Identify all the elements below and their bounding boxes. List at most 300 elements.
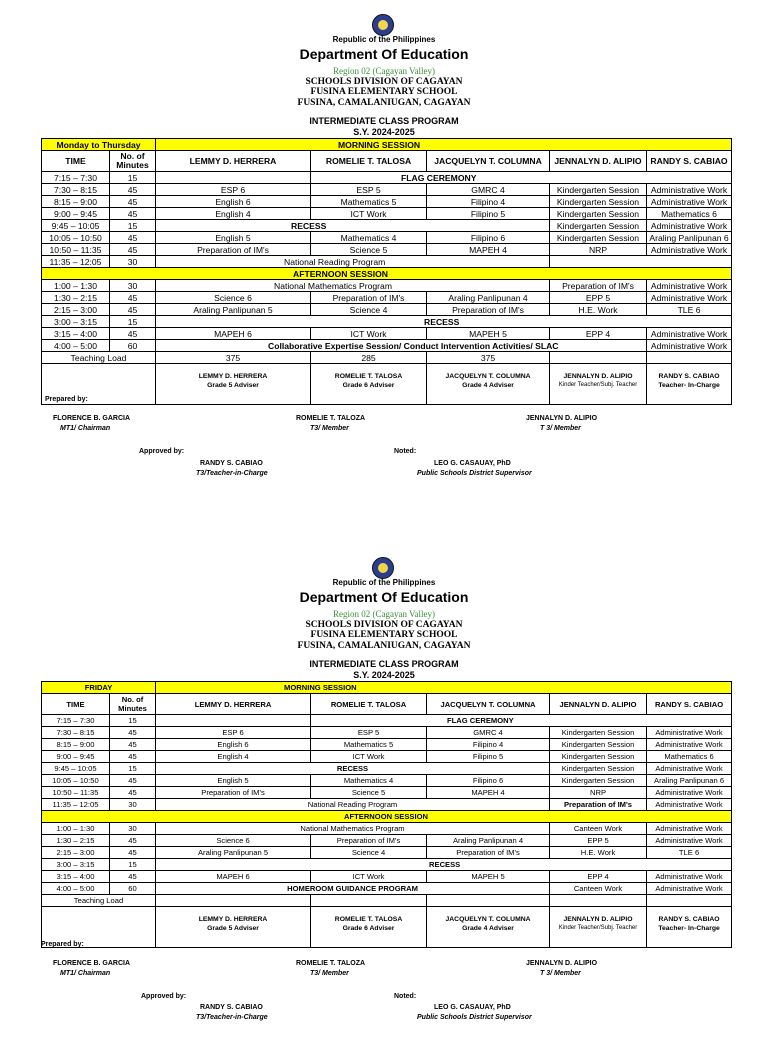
minutes-cell: 45 <box>110 208 156 220</box>
preparer-block <box>296 959 365 979</box>
minutes-cell: 15 <box>110 859 156 871</box>
teacher-header: ROMELIE T. TALOSA <box>311 151 427 172</box>
preparer-role: T3/ Member <box>310 970 349 977</box>
subject-cell: Preparation of IM's <box>550 280 647 292</box>
table-row <box>42 220 732 232</box>
signature-name: ROMELIE T. TALOSA <box>334 373 403 380</box>
subject-cell: Kindergarten Session <box>550 751 647 763</box>
subject-cell: Canteen Work <box>550 883 647 895</box>
subject-cell: Araling Panlipunan 4 <box>427 835 550 847</box>
minutes-cell: 45 <box>110 232 156 244</box>
subject-cell: EPP 5 <box>550 835 647 847</box>
signature-role: Kinder Teacher/Subj. Teacher <box>558 925 638 931</box>
time-cell: 10:05 – 10:50 <box>42 775 110 787</box>
subject-cell: NRP <box>550 244 647 256</box>
table-row <box>42 871 732 883</box>
time-header: TIME <box>42 694 110 715</box>
signature-cell <box>550 364 647 405</box>
subject-cell: Administrative Work <box>647 220 732 232</box>
signature-name: JENNALYN D. ALIPIO <box>563 373 633 380</box>
table-row <box>42 847 732 859</box>
subject-cell: Araling Panlipunan 6 <box>647 775 732 787</box>
program-page-friday <box>0 543 768 1055</box>
subject-cell: EPP 5 <box>550 292 647 304</box>
table-row <box>42 763 732 775</box>
table-row <box>42 244 732 256</box>
morning-session-label: MORNING SESSION <box>156 139 732 151</box>
prepared-by-label: Prepared by: <box>45 396 88 403</box>
subject-cell: Kindergarten Session <box>550 775 647 787</box>
signature-cell <box>550 907 647 948</box>
subject-cell: Mathematics 6 <box>647 751 732 763</box>
noted-block <box>417 459 532 479</box>
subject-cell: Canteen Work <box>550 823 647 835</box>
subject-cell: MAPEH 5 <box>427 871 550 883</box>
signature-row <box>42 364 732 405</box>
region-label: Region 02 (Cagayan Valley) <box>332 66 436 76</box>
table-row <box>42 232 732 244</box>
session-row <box>42 268 732 280</box>
table-row <box>42 316 732 328</box>
subject-cell: EPP 4 <box>550 871 647 883</box>
afternoon-session-label: AFTERNOON SESSION <box>42 811 732 823</box>
minutes-cell: 30 <box>110 256 156 268</box>
table-row <box>42 328 732 340</box>
table-row <box>42 859 732 871</box>
empty-cell <box>427 895 550 907</box>
signature-name: JENNALYN D. ALIPIO <box>563 916 633 923</box>
subject-cell: Filipino 6 <box>427 775 550 787</box>
preparer-name: JENNALYN D. ALIPIO <box>526 415 598 422</box>
subject-cell: Administrative Work <box>647 340 732 352</box>
teacher-header: RANDY S. CABIAO <box>647 151 732 172</box>
subject-cell: Kindergarten Session <box>550 232 647 244</box>
day-label: FRIDAY <box>42 682 156 694</box>
minutes-cell: 60 <box>110 340 156 352</box>
subject-cell: TLE 6 <box>647 847 732 859</box>
subject-cell: Araling Panlipunan 6 <box>647 232 732 244</box>
subject-cell: Preparation of IM's <box>156 244 311 256</box>
table-row <box>42 751 732 763</box>
signature-name: LEMMY D. HERRERA <box>198 916 268 923</box>
session-row <box>42 682 732 694</box>
subject-cell: Mathematics 5 <box>311 739 427 751</box>
subject-cell: Filipino 5 <box>427 751 550 763</box>
class-program-table <box>41 138 732 405</box>
minutes-cell: 45 <box>110 847 156 859</box>
approver-role: T3/Teacher-in-Charge <box>196 1014 268 1021</box>
table-row <box>42 835 732 847</box>
empty-cell <box>156 715 311 727</box>
subject-cell: Science 6 <box>156 292 311 304</box>
subject-cell: MAPEH 4 <box>427 244 550 256</box>
preparer-name: FLORENCE B. GARCIA <box>53 960 130 967</box>
subject-cell: EPP 4 <box>550 328 647 340</box>
approved-by-label: Approved by: <box>141 993 187 1000</box>
subject-cell: Mathematics 6 <box>647 208 732 220</box>
subject-cell: NRP <box>550 787 647 799</box>
subject-cell: Administrative Work <box>647 871 732 883</box>
time-cell: 1:30 – 2:15 <box>42 292 110 304</box>
minutes-cell: 15 <box>110 172 156 184</box>
table-row <box>42 172 732 184</box>
subject-cell: Science 5 <box>311 244 427 256</box>
subject-cell: Preparation of IM's <box>311 835 427 847</box>
preparer-name: ROMELIE T. TALOZA <box>296 415 366 422</box>
subject-cell: MAPEH 6 <box>156 871 311 883</box>
subject-cell: Preparation of IM's <box>550 799 647 811</box>
table-row <box>42 739 732 751</box>
recess-cell: RECESS <box>156 220 550 232</box>
teacher-header: JENNALYN D. ALIPIO <box>550 151 647 172</box>
table-row <box>42 280 732 292</box>
signature-cell <box>647 364 732 405</box>
minutes-cell: 45 <box>110 244 156 256</box>
subject-cell: Administrative Work <box>647 799 732 811</box>
time-cell: 9:45 – 10:05 <box>42 763 110 775</box>
minutes-cell: 30 <box>110 823 156 835</box>
subject-cell: Administrative Work <box>647 787 732 799</box>
signature-cell <box>311 907 427 948</box>
preparer-block <box>526 959 597 979</box>
approver-block <box>196 459 268 479</box>
teaching-load-label: Teaching Load <box>42 895 156 907</box>
subject-cell: Kindergarten Session <box>550 763 647 775</box>
subject-cell: TLE 6 <box>647 304 732 316</box>
minutes-cell: 15 <box>110 220 156 232</box>
empty-cell <box>156 172 311 184</box>
time-header: TIME <box>42 151 110 172</box>
program-title: INTERMEDIATE CLASS PROGRAM <box>309 659 459 669</box>
subject-cell: Administrative Work <box>647 328 732 340</box>
subject-cell: Araling Panlipunan 5 <box>156 847 311 859</box>
teaching-load-row <box>42 352 732 364</box>
minutes-cell: 45 <box>110 739 156 751</box>
time-cell: 8:15 – 9:00 <box>42 196 110 208</box>
time-cell: 3:15 – 4:00 <box>42 328 110 340</box>
minutes-cell: 30 <box>110 280 156 292</box>
teacher-header: JACQUELYN T. COLUMNA <box>427 694 550 715</box>
approver-block <box>196 1003 268 1023</box>
approver-role: T3/Teacher-in-Charge <box>196 470 268 477</box>
subject-cell: Mathematics 4 <box>311 775 427 787</box>
republic-label: Republic of the Philippines <box>332 35 436 44</box>
minutes-header: No. of Minutes <box>110 151 156 172</box>
empty-cell <box>550 256 732 268</box>
reading-program-cell: National Reading Program <box>156 256 550 268</box>
table-row <box>42 799 732 811</box>
column-header-row <box>42 151 732 172</box>
homeroom-cell: HOMEROOM GUIDANCE PROGRAM <box>156 883 550 895</box>
teacher-header: RANDY S. CABIAO <box>647 694 732 715</box>
afternoon-session-label: AFTERNOON SESSION <box>42 268 732 280</box>
time-cell: 1:30 – 2:15 <box>42 835 110 847</box>
table-row <box>42 775 732 787</box>
approver-name: RANDY S. CABIAO <box>200 460 263 467</box>
subject-cell: Science 4 <box>311 304 427 316</box>
time-cell: 7:30 – 8:15 <box>42 727 110 739</box>
minutes-cell: 30 <box>110 799 156 811</box>
address-label: FUSINA, CAMALANIUGAN, CAGAYAN <box>297 641 471 651</box>
preparer-role: MT1/ Chairman <box>60 425 111 432</box>
minutes-cell: 60 <box>110 883 156 895</box>
preparer-name: JENNALYN D. ALIPIO <box>526 960 598 967</box>
subject-cell: ICT Work <box>311 871 427 883</box>
region-label: Region 02 (Cagayan Valley) <box>332 609 436 619</box>
signature-role: Kinder Teacher/Subj. Teacher <box>558 382 638 388</box>
minutes-cell: 45 <box>110 751 156 763</box>
table-row <box>42 823 732 835</box>
subject-cell: ESP 5 <box>311 727 427 739</box>
teacher-header: JACQUELYN T. COLUMNA <box>427 151 550 172</box>
department-title: Department Of Education <box>299 589 469 605</box>
time-cell: 1:00 – 1:30 <box>42 823 110 835</box>
subject-cell: Administrative Work <box>647 280 732 292</box>
preparer-block <box>53 414 130 434</box>
noted-block <box>417 1003 532 1023</box>
signature-name: RANDY S. CABIAO <box>658 373 720 380</box>
school-label: FUSINA ELEMENTARY SCHOOL <box>310 87 458 97</box>
subject-cell: Administrative Work <box>647 292 732 304</box>
noted-label: Noted: <box>394 993 417 1000</box>
subject-cell: Science 5 <box>311 787 427 799</box>
teaching-load-row <box>42 895 732 907</box>
subject-cell: Araling Panlipunan 5 <box>156 304 311 316</box>
program-title: INTERMEDIATE CLASS PROGRAM <box>309 116 459 126</box>
signature-cell <box>427 907 550 948</box>
signature-row <box>42 907 732 948</box>
recess-cell: RECESS <box>156 316 732 328</box>
preparer-role: MT1/ Chairman <box>60 970 111 977</box>
teacher-header: ROMELIE T. TALOSA <box>311 694 427 715</box>
load-cell: 375 <box>156 352 311 364</box>
preparer-block <box>296 414 365 434</box>
flag-ceremony-cell: FLAG CEREMONY <box>311 715 732 727</box>
table-row <box>42 208 732 220</box>
time-cell: 2:15 – 3:00 <box>42 304 110 316</box>
signature-role: Grade 6 Adviser <box>342 382 395 389</box>
table-row <box>42 883 732 895</box>
signature-cell <box>427 364 550 405</box>
subject-cell: Administrative Work <box>647 196 732 208</box>
day-label: Monday to Thursday <box>42 139 156 151</box>
preparer-block <box>53 959 130 979</box>
minutes-cell: 45 <box>110 871 156 883</box>
deped-seal-icon <box>372 557 394 579</box>
subject-cell: Preparation of IM's <box>427 847 550 859</box>
flag-ceremony-cell: FLAG CEREMONY <box>311 172 732 184</box>
table-row <box>42 256 732 268</box>
time-cell: 11:35 – 12:05 <box>42 256 110 268</box>
subject-cell: Preparation of IM's <box>427 304 550 316</box>
subject-cell: Filipino 4 <box>427 196 550 208</box>
prepared-by-label: Prepared by: <box>41 941 84 948</box>
department-title: Department Of Education <box>299 46 469 62</box>
time-cell: 9:00 – 9:45 <box>42 751 110 763</box>
school-label: FUSINA ELEMENTARY SCHOOL <box>310 630 458 640</box>
signature-role: Grade 4 Adviser <box>462 925 514 932</box>
time-cell: 4:00 – 5:00 <box>42 883 110 895</box>
subject-cell: English 5 <box>156 232 311 244</box>
subject-cell: English 4 <box>156 208 311 220</box>
time-cell: 9:45 – 10:05 <box>42 220 110 232</box>
subject-cell: English 6 <box>156 196 311 208</box>
subject-cell: Science 4 <box>311 847 427 859</box>
subject-cell: H.E. Work <box>550 847 647 859</box>
subject-cell: Preparation of IM's <box>311 292 427 304</box>
signature-name: LEMMY D. HERRERA <box>198 373 268 380</box>
subject-cell: English 6 <box>156 739 311 751</box>
preparer-role: T3/ Member <box>310 425 349 432</box>
subject-cell: GMRC 4 <box>427 184 550 196</box>
minutes-cell: 45 <box>110 196 156 208</box>
minutes-header: No. of Minutes <box>110 694 156 715</box>
math-program-cell: National Mathematics Program <box>156 823 550 835</box>
subject-cell: Kindergarten Session <box>550 739 647 751</box>
school-year: S.Y. 2024-2025 <box>353 127 415 137</box>
preparer-name: FLORENCE B. GARCIA <box>53 415 130 422</box>
empty-cell <box>647 352 732 364</box>
table-row <box>42 715 732 727</box>
minutes-cell: 45 <box>110 328 156 340</box>
teacher-header: LEMMY D. HERRERA <box>156 151 311 172</box>
subject-cell: Kindergarten Session <box>550 220 647 232</box>
minutes-cell: 45 <box>110 184 156 196</box>
subject-cell: Administrative Work <box>647 763 732 775</box>
time-cell: 2:15 – 3:00 <box>42 847 110 859</box>
time-cell: 3:00 – 3:15 <box>42 859 110 871</box>
preparer-role: T 3/ Member <box>540 970 581 977</box>
table-row <box>42 196 732 208</box>
subject-cell: English 5 <box>156 775 311 787</box>
time-cell: 10:50 – 11:35 <box>42 244 110 256</box>
subject-cell: Kindergarten Session <box>550 208 647 220</box>
subject-cell: ICT Work <box>311 208 427 220</box>
time-cell: 7:15 – 7:30 <box>42 715 110 727</box>
subject-cell: MAPEH 6 <box>156 328 311 340</box>
empty-cell <box>647 895 732 907</box>
signature-role: Teacher- In-Charge <box>658 925 720 932</box>
minutes-cell: 15 <box>110 715 156 727</box>
subject-cell: Administrative Work <box>647 823 732 835</box>
noted-name: LEO G. CASAUAY, PhD <box>434 460 511 467</box>
math-program-cell: National Mathematics Program <box>156 280 550 292</box>
subject-cell: ESP 6 <box>156 727 311 739</box>
table-row <box>42 787 732 799</box>
load-cell: 285 <box>311 352 427 364</box>
load-cell: 375 <box>427 352 550 364</box>
teaching-load-label: Teaching Load <box>42 352 156 364</box>
subject-cell: MAPEH 5 <box>427 328 550 340</box>
subject-cell: ESP 6 <box>156 184 311 196</box>
teacher-header: LEMMY D. HERRERA <box>156 694 311 715</box>
signature-name: JACQUELYN T. COLUMNA <box>445 916 531 923</box>
subject-cell: Araling Panlipunan 4 <box>427 292 550 304</box>
minutes-cell: 45 <box>110 292 156 304</box>
noted-role: Public Schools District Supervisor <box>417 1014 532 1021</box>
subject-cell: Filipino 5 <box>427 208 550 220</box>
class-program-table <box>41 681 732 948</box>
subject-cell: MAPEH 4 <box>427 787 550 799</box>
republic-label: Republic of the Philippines <box>332 578 436 587</box>
signature-cell <box>156 364 311 405</box>
table-row <box>42 340 732 352</box>
minutes-cell: 45 <box>110 775 156 787</box>
table-row <box>42 304 732 316</box>
subject-cell: Administrative Work <box>647 244 732 256</box>
subject-cell: Filipino 4 <box>427 739 550 751</box>
signature-role: Grade 6 Adviser <box>342 925 395 932</box>
subject-cell: English 4 <box>156 751 311 763</box>
deped-seal-icon <box>372 14 394 36</box>
minutes-cell: 45 <box>110 787 156 799</box>
signature-cell <box>311 364 427 405</box>
slac-cell: Collaborative Expertise Session/ Conduct Intervention Activities/ SLAC <box>156 340 647 352</box>
minutes-cell: 45 <box>110 304 156 316</box>
empty-cell <box>156 895 311 907</box>
noted-role: Public Schools District Supervisor <box>417 470 532 477</box>
subject-cell: Mathematics 4 <box>311 232 427 244</box>
subject-cell: Administrative Work <box>647 835 732 847</box>
time-cell: 3:00 – 3:15 <box>42 316 110 328</box>
table-row <box>42 292 732 304</box>
signature-name: RANDY S. CABIAO <box>658 916 720 923</box>
preparer-name: ROMELIE T. TALOZA <box>296 960 366 967</box>
subject-cell: ESP 5 <box>311 184 427 196</box>
teacher-header: JENNALYN D. ALIPIO <box>550 694 647 715</box>
empty-cell <box>550 352 647 364</box>
signature-role: Teacher- In-Charge <box>658 382 720 389</box>
minutes-cell: 45 <box>110 727 156 739</box>
preparer-block <box>526 414 597 434</box>
subject-cell: Administrative Work <box>647 883 732 895</box>
empty-cell <box>311 895 427 907</box>
signature-name: ROMELIE T. TALOSA <box>334 916 403 923</box>
address-label: FUSINA, CAMALANIUGAN, CAGAYAN <box>297 98 471 108</box>
noted-name: LEO G. CASAUAY, PhD <box>434 1004 511 1011</box>
school-year: S.Y. 2024-2025 <box>353 670 415 680</box>
approver-name: RANDY S. CABIAO <box>200 1004 263 1011</box>
time-cell: 7:15 – 7:30 <box>42 172 110 184</box>
time-cell: 7:30 – 8:15 <box>42 184 110 196</box>
subject-cell: Preparation of IM's <box>156 787 311 799</box>
signature-role: Grade 5 Adviser <box>207 925 259 932</box>
signature-cell <box>647 907 732 948</box>
subject-cell: Administrative Work <box>647 184 732 196</box>
time-cell: 8:15 – 9:00 <box>42 739 110 751</box>
division-label: SCHOOLS DIVISION OF CAGAYAN <box>305 77 463 87</box>
time-cell: 9:00 – 9:45 <box>42 208 110 220</box>
division-label: SCHOOLS DIVISION OF CAGAYAN <box>305 620 463 630</box>
table-row <box>42 184 732 196</box>
noted-label: Noted: <box>394 448 417 455</box>
recess-cell: RECESS <box>156 859 732 871</box>
subject-cell: Administrative Work <box>647 727 732 739</box>
signature-role: Grade 5 Adviser <box>207 382 259 389</box>
subject-cell: Filipino 6 <box>427 232 550 244</box>
signature-name: JACQUELYN T. COLUMNA <box>445 373 531 380</box>
program-page-monday-thursday <box>0 0 768 512</box>
subject-cell: Kindergarten Session <box>550 184 647 196</box>
subject-cell: GMRC 4 <box>427 727 550 739</box>
column-header-row <box>42 694 732 715</box>
minutes-cell: 45 <box>110 835 156 847</box>
minutes-cell: 15 <box>110 763 156 775</box>
subject-cell: Kindergarten Session <box>550 727 647 739</box>
time-cell: 10:05 – 10:50 <box>42 232 110 244</box>
time-cell: 3:15 – 4:00 <box>42 871 110 883</box>
time-cell: 4:00 – 5:00 <box>42 340 110 352</box>
